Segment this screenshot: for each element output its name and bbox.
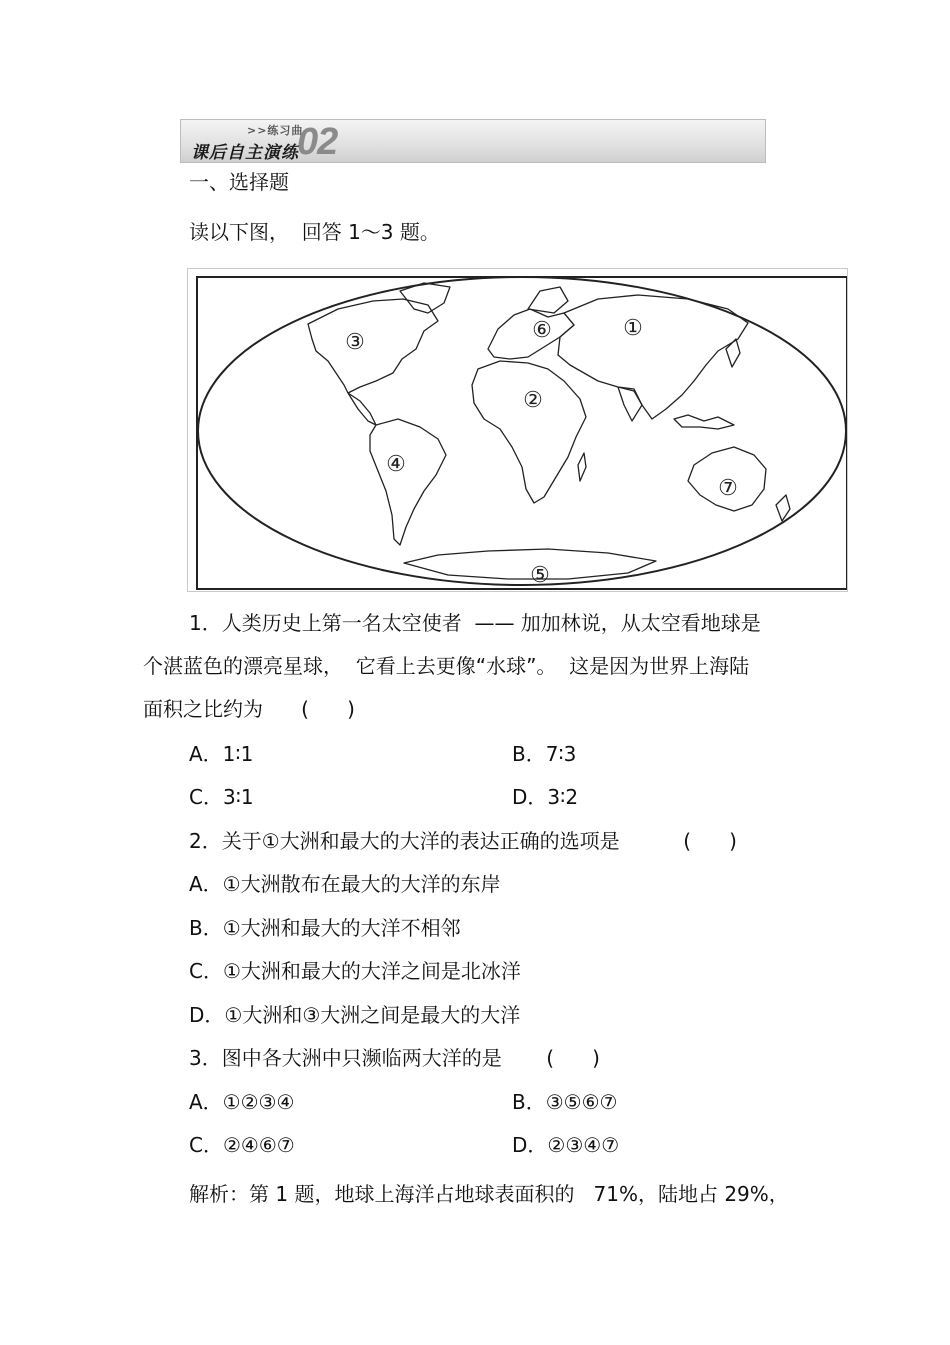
indonesia-shape <box>674 415 734 429</box>
q1-option-d: D．3∶2 <box>512 785 579 809</box>
map-ellipse <box>198 277 846 585</box>
map-label-1: ① <box>623 316 643 341</box>
map-label-4: ④ <box>386 452 406 477</box>
q1-line-1: 1．人类历史上第一名太空使者 —— 加加林说，从太空看地球是 <box>189 611 761 635</box>
q1-line-2: 个湛蓝色的漂亮星球， 它看上去更像“水球”。 这是因为世界上海陆 <box>143 654 750 678</box>
map-label-5: ⑤ <box>530 563 550 588</box>
q3-option-b: B．③⑤⑥⑦ <box>512 1090 618 1114</box>
japan-shape <box>726 339 740 367</box>
banner-title: 课后自主演练 <box>191 143 299 163</box>
q1-option-b: B．7∶3 <box>512 742 577 766</box>
north-america-shape <box>308 299 438 393</box>
q3-option-d: D．②③④⑦ <box>512 1133 620 1157</box>
q2-option-b: B．①大洲和最大的大洋不相邻 <box>189 916 461 940</box>
europe-shape <box>488 309 574 359</box>
map-label-7: ⑦ <box>718 476 738 501</box>
q2-option-d: D．①大洲和③大洲之间是最大的大洋 <box>189 1003 521 1027</box>
africa-shape <box>472 361 586 503</box>
south-america-shape <box>370 419 446 545</box>
analysis-text: 解析：第 1 题，地球上海洋占地球表面积的 71%，陆地占 29%， <box>189 1182 789 1206</box>
map-label-3: ③ <box>345 330 365 355</box>
world-map-figure <box>187 268 848 592</box>
section-title: 一、选择题 <box>189 170 289 194</box>
india-shape <box>618 387 642 421</box>
map-label-2: ② <box>523 388 543 413</box>
scandinavia-shape <box>528 287 568 313</box>
q3-option-c: C．②④⑥⑦ <box>189 1133 295 1157</box>
new-zealand-shape <box>776 495 790 521</box>
map-label-6: ⑥ <box>532 318 552 343</box>
world-map-svg <box>188 269 847 591</box>
q1-option-c: C．3∶1 <box>189 785 254 809</box>
intro-text: 读以下图， 回答 1～3 题。 <box>189 220 440 244</box>
section-banner <box>180 119 766 163</box>
map-inner-border <box>197 277 847 589</box>
q2-option-c: C．①大洲和最大的大洋之间是北冰洋 <box>189 959 521 983</box>
q1-line-3: 面积之比约为 ( ) <box>143 697 355 721</box>
asia-shape <box>558 295 748 419</box>
banner-number: 02 <box>297 121 338 163</box>
q1-option-a: A．1∶1 <box>189 742 254 766</box>
q2-stem: 2．关于①大洲和最大的大洋的表达正确的选项是 ( ) <box>189 829 737 853</box>
q3-stem: 3．图中各大洲中只濒临两大洋的是 ( ) <box>189 1046 600 1070</box>
madagascar-shape <box>578 453 586 481</box>
central-america-shape <box>348 393 376 425</box>
banner-tag: >>练习曲 <box>247 124 304 137</box>
q2-option-a: A．①大洲散布在最大的大洋的东岸 <box>189 872 501 896</box>
q3-option-a: A．①②③④ <box>189 1090 295 1114</box>
